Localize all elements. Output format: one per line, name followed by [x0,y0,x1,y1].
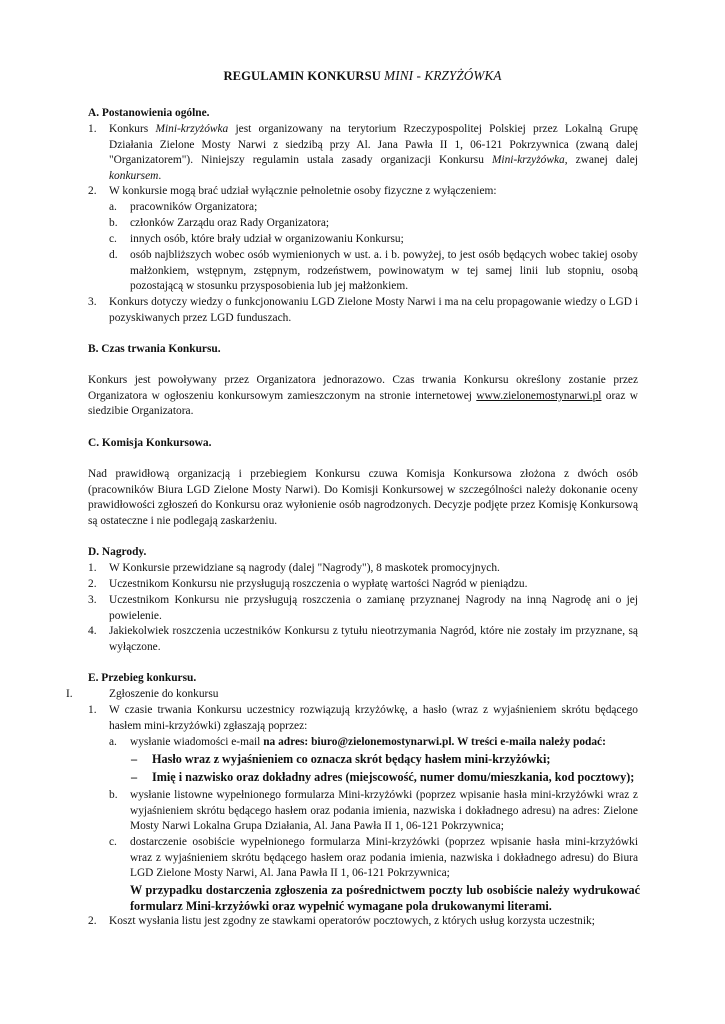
text-run: jest organizowany na terytorium Rzeczypospolitej Polskiej przez Lokalną Grupę Działania Zielone Mosty Narwi z siedzibą przy Al. Jana Pawła II 1, 06-121 Pokrzywnica (zwaną dalej "Organizatorem"). Niniejszy regulamin ustala zasady organizacji Konkursu [109,123,638,167]
text-run: Konkurs jest powoływany przez Organizatora jednorazowo. Czas trwania Konkursu określony zostanie przez Organizatora w ogłoszeniu konkursowym zamieszczonym na stronie internetowej [88,374,638,402]
text-run: Mini-krzyżówka [155,123,229,135]
sub-item: członków Zarządu oraz Rady Organizatora; [130,217,330,229]
section-e-heading: E. Przebieg konkursu. [88,672,197,684]
list-item [109,122,638,184]
list-number: 2. [88,578,97,590]
text-run: Konkurs [109,123,156,135]
dash-item: Imię i nazwisko oraz dokładny adres (miejscowość, numer domu/mieszkania, kod pocztowy); [152,770,635,784]
list-item: Uczestnikom Konkursu nie przysługują roszczenia o zamianę przyznanej Nagrody na inną Nagrodę ani o jej powielenie. [109,594,638,622]
sub-item: wysłanie listowne wypełnionego formularza Mini-krzyżówki (poprzez wpisanie hasła mini-krzyżówki wraz z wyjaśnieniem skrótu będącego hasłem oraz podania imienia, nazwiska i dokładnego adresu) na adres: Zielone Mosty Narwi Lokalna Grupa Działania, Al. Jana Pawła II 1, 06-121 Pokrzywnica; [130,789,638,833]
section-b-heading: B. Czas trwania Konkursu. [88,343,221,355]
section-d-heading: D. Nagrody. [88,546,147,558]
sub-letter: c. [109,233,117,245]
list-item: W czasie trwania Konkursu uczestnicy rozwiązują krzyżówkę, a hasło (wraz z wyjaśnieniem skrótu będącego hasłem mini-krzyżówki) zgłaszają poprzez: [109,704,638,732]
text-run: . [158,169,162,182]
sub-letter: b. [109,217,118,229]
sub-letter: c. [109,836,117,848]
sub-letter: b. [109,789,118,801]
list-number: 3. [88,296,97,308]
section-a-heading: A. Postanowienia ogólne. [88,107,210,119]
list-item: Koszt wysłania listu jest zgodny ze stawkami operatorów pocztowych, z których usług korzysta uczestnik; [109,915,595,927]
title-main: REGULAMIN KONKURSU [223,69,381,83]
list-number: 1. [88,562,97,574]
dash-bullet: – [131,770,138,784]
roman-item: Zgłoszenie do konkursu [109,688,219,700]
text-run: , zwanej dalej [564,154,638,167]
text-run: wysłanie wiadomości e-mail [130,736,264,748]
text-run: oraz w siedzibie Organizatora. [88,389,638,418]
document-title [0,68,725,85]
section-c-paragraph: Nad prawidłową organizacją i przebiegiem Konkursu czuwa Komisja Konkursowa złożona z dwóch osób (pracowników Biura LGD Zielone Mosty Narwi). Do Komisji Konkursowej w szczególności należy dokonanie oceny prawidłowości zgłoszeń do Konkursu oraz wyłonienie osób nagrodzonych. Decyzje podjęte przez Komisję Konkursową są ostateczne i nie podlegają zaskarżeniu. [88,468,638,527]
list-item: W Konkursie przewidziane są nagrody (dalej "Nagrody"), 8 maskotek promocyjnych. [109,562,500,574]
section-b-paragraph [88,373,638,420]
sub-item: osób najbliższych wobec osób wymienionych w ust. a. i b. powyżej, to jest osób będących wobec takiej osoby małżonkiem, wstępnym, zstępnym, rodzeństwem, powinowatym w tej samej linii lub stopniu, osobą pozostającą w stosunku przysposobienia lub jej małżonkiem. [130,249,638,293]
website-link[interactable]: www.zielonemostynarwi.pl [476,389,602,402]
list-number: 2. [88,915,97,927]
title-name: MINI - KRZYŻÓWKA [384,68,502,83]
list-number: 1. [88,704,97,716]
list-item: Konkurs dotyczy wiedzy o funkcjonowaniu LGD Zielone Mosty Narwi i ma na celu propagowanie wiedzy o LGD i pozyskiwanych przez LGD funduszach. [109,296,638,324]
list-item: Jakiekolwiek roszczenia uczestników Konkursu z tytułu nieotrzymania Nagród, które nie zostały im przyznane, są wyłączone. [109,625,638,653]
list-item: Uczestnikom Konkursu nie przysługują roszczenia o wypłatę wartości Nagród w pieniądzu. [109,578,528,590]
text-run: konkursem [109,169,159,182]
text-run: Mini-krzyżówka [491,154,565,167]
sub-letter: a. [109,736,117,748]
sub-letter: a. [109,201,117,213]
dash-bullet: – [131,752,138,766]
list-number: 2. [88,185,97,197]
email-instruction: na adres: biuro@zielonemostynarwi.pl. W treści e-maila należy podać: [263,736,606,748]
section-c-heading: C. Komisja Konkursowa. [88,437,212,449]
list-number: 4. [88,625,97,637]
list-number: 1. [88,123,97,135]
list-item: W konkursie mogą brać udział wyłącznie pełnoletnie osoby fizyczne z wyłączeniem: [109,185,497,197]
sub-item [130,735,642,751]
sub-item: innych osób, które brały udział w organizowaniu Konkursu; [130,233,404,245]
roman-number: I. [66,688,73,700]
sub-item: pracowników Organizatora; [130,201,258,213]
list-number: 3. [88,594,97,606]
delivery-notice: W przypadku dostarczenia zgłoszenia za pośrednictwem poczty lub osobiście należy wydrukować formularz Mini-krzyżówki oraz wypełnić wymagane pola drukowanymi literami. [130,883,640,913]
sub-letter: d. [109,249,118,261]
sub-item: dostarczenie osobiście wypełnionego formularza Mini-krzyżówki (poprzez wpisanie hasła mini-krzyżówki wraz z wyjaśnieniem skrótu będącego hasłem oraz podania imienia, nazwiska i dokładnego adresu) do Biura LGD Zielone Mosty Narwi, Al. Jana Pawła II 1, 06-121 Pokrzywnica; [130,836,638,880]
dash-item: Hasło wraz z wyjaśnieniem co oznacza skrót będący hasłem mini-krzyżówki; [152,752,551,766]
